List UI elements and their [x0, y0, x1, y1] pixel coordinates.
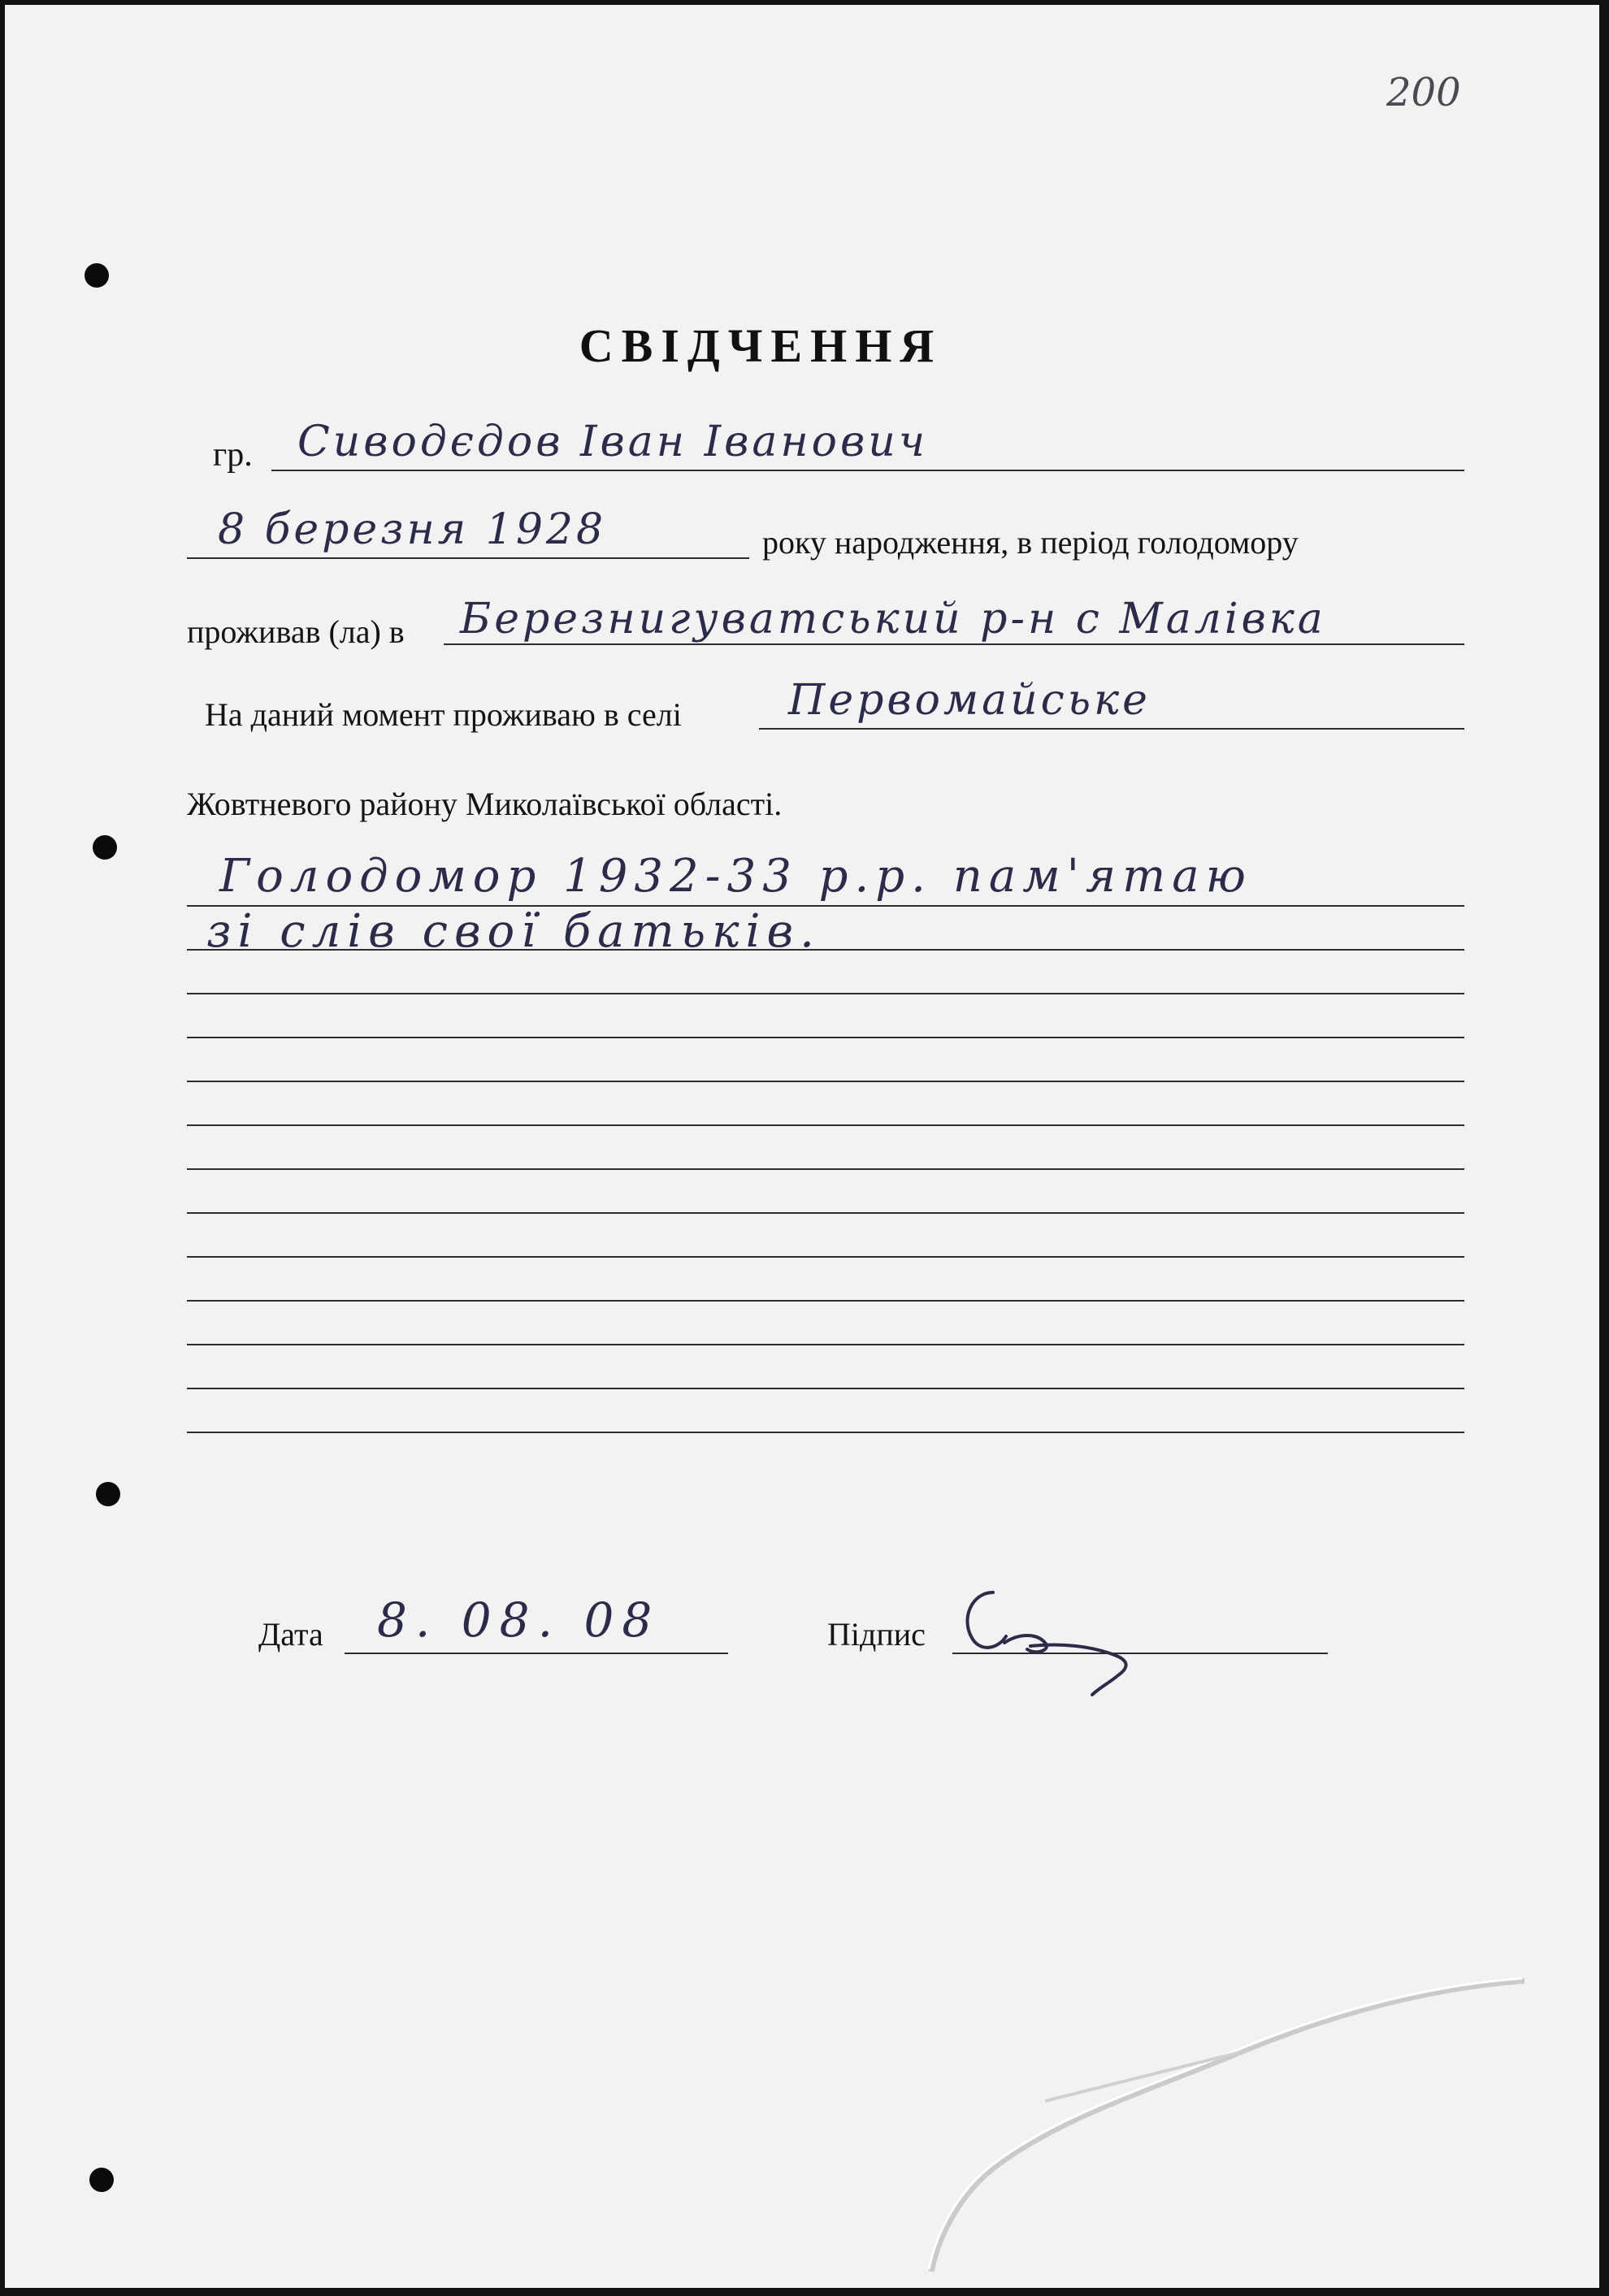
signature-label: Підпис: [827, 1616, 926, 1653]
date-label: Дата: [258, 1616, 323, 1653]
testimony-handwritten-line-1: Голодомор 1932-33 р.р. пам'ятаю: [219, 850, 1252, 903]
archive-page-number: 200: [1386, 70, 1461, 115]
district-label: Жовтневого району Миколаївської області.: [187, 786, 783, 822]
date-handwritten: 8. 08. 08: [377, 1592, 661, 1648]
citizen-prefix-label: гр.: [213, 436, 253, 474]
residence-handwritten: Березнигуватський р-н с Малівка: [460, 595, 1326, 643]
current-village-label: На даний момент проживаю в селі: [205, 696, 682, 733]
birth-year-label: року народження, в період голодомору: [762, 524, 1299, 561]
residence-label: проживав (ла) в: [187, 613, 405, 650]
paper-crease: [5, 5, 1599, 2288]
document-title: СВІДЧЕННЯ: [579, 319, 943, 372]
current-village-handwritten: Первомайське: [788, 676, 1151, 725]
birth-date-handwritten: 8 березня 1928: [218, 505, 607, 554]
document-page: [5, 5, 1599, 2288]
citizen-name-handwritten: Сиводєдов Іван Іванович: [297, 418, 929, 466]
testimony-handwritten-line-2: зі слів свої батьків.: [206, 905, 821, 958]
